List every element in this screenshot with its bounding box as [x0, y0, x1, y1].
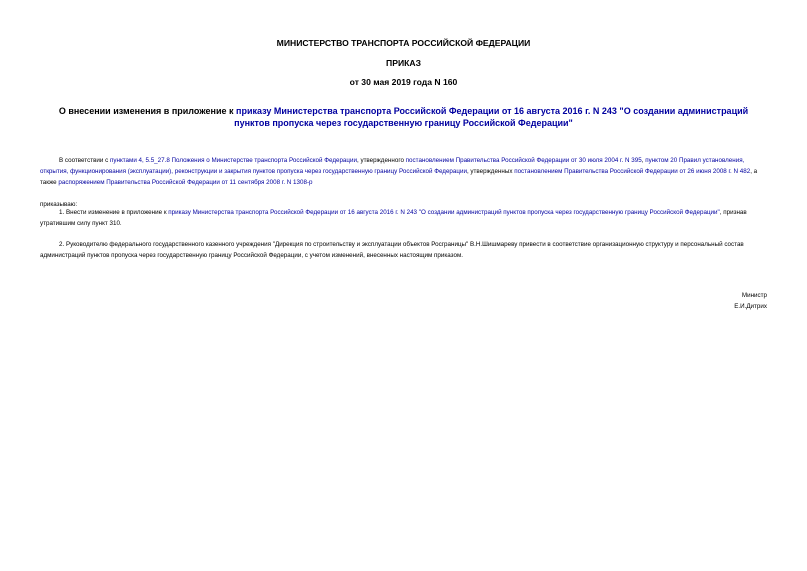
rules-point-20-link[interactable]: пунктом 20 Правил установления, открытия, функционирования (эксплуатации), реконструкции и закрытия пунктов пропуска через государственную границу Российской Федерации: [40, 157, 745, 175]
preamble-text-5: , а также: [40, 168, 758, 186]
order-word-paragraph: приказываю:: [40, 201, 78, 208]
signatory-position: Министр: [741, 292, 767, 299]
document-date-number: от 30 мая 2019 года N 160: [349, 77, 458, 87]
title-prefix: О внесении изменения в приложение к: [58, 106, 237, 116]
preamble-paragraph: [40, 155, 770, 188]
preamble-text-3: ,: [641, 157, 646, 164]
resolution-482-link[interactable]: постановлением Правительства Российской Федерации от 26 июня 2008 г. N 482: [514, 168, 751, 175]
regulation-points-link[interactable]: пунктами 4, 5.5_27.8 Положения о Министерстве транспорта Российской Федерации: [109, 157, 357, 164]
title-order-link[interactable]: приказу Министерства транспорта Российской Федерации от 16 августа 2016 г. N 243 "О создании администраций пунктов пропуска через государственную границу Российской Федерации": [234, 106, 749, 128]
order-1308-link[interactable]: распоряжением Правительства Российской Федерации от 11 сентября 2008 г. N 1308-р: [58, 179, 313, 186]
preamble-text-4: , утвержденных: [466, 168, 515, 175]
document-title: [48, 105, 759, 129]
document-type-heading: ПРИКАЗ: [386, 58, 421, 68]
preamble-text-1: В соответствии с: [59, 157, 110, 164]
order-243-link[interactable]: приказу Министерства транспорта Российской Федерации от 16 августа 2016 г. N 243 "О создании администраций пунктов пропуска через государственную границу Российской Федерации": [168, 209, 720, 216]
item-2-paragraph: 2. Руководителю федерального государственного казенного учреждения "Дирекция по строительству и эксплуатации объектов Росграницы" В.Н.Шишмареву привести в соответствие организационную структуру и персональный состав администраций пунктов пропуска через государственную границу Российской Федерации, с учетом изменений, внесенных настоящим приказом.: [40, 241, 744, 259]
resolution-395-link[interactable]: постановлением Правительства Российской Федерации от 30 июля 2004 г. N 395: [405, 157, 642, 164]
signature-block: [734, 290, 767, 312]
ministry-heading: МИНИСТЕРСТВО ТРАНСПОРТА РОССИЙСКОЙ ФЕДЕРАЦИИ: [276, 38, 531, 48]
item-1-paragraph: [40, 207, 770, 229]
item-1-text-1: 1. Внести изменение в приложение к: [59, 209, 169, 216]
item-1-text-2: , признав утратившим силу пункт 310.: [40, 209, 747, 227]
preamble-text-2: , утвержденного: [356, 157, 406, 164]
signatory-name: Е.И.Дитрих: [734, 303, 767, 310]
